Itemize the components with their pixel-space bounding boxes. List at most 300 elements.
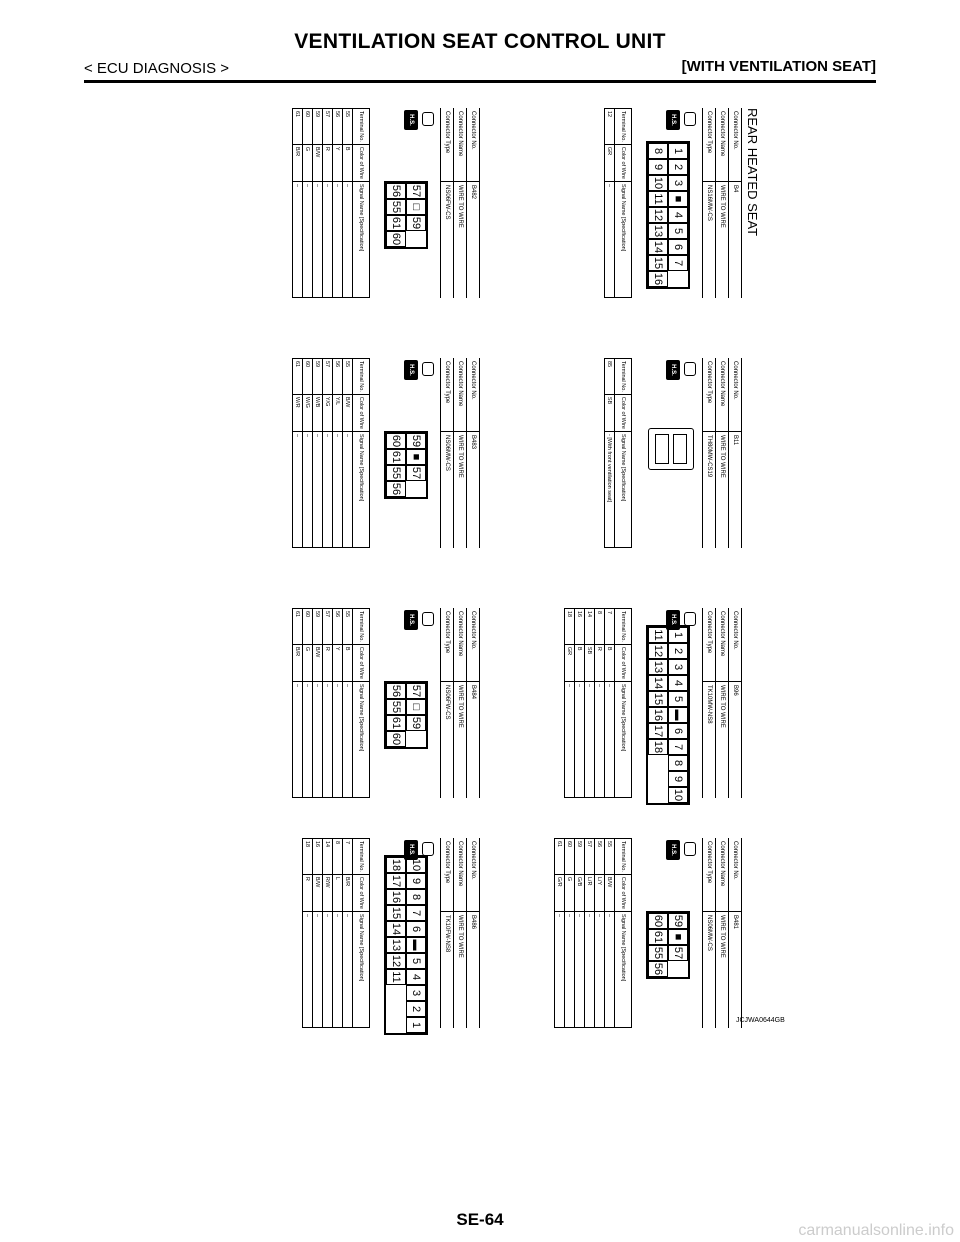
info-value: NS06MW-CS — [706, 915, 712, 951]
terminal-no: 8 — [333, 839, 343, 875]
column-header: Signal Name [Specification] — [353, 181, 370, 297]
terminal-table-header — [615, 609, 632, 798]
connector-face-icon — [422, 612, 434, 626]
connector-pin: 7 — [668, 739, 688, 755]
table-row — [605, 359, 615, 548]
info-value: NS06MW-CS — [444, 435, 450, 471]
connector-pin: 57 — [406, 683, 426, 699]
connector-pin: 16 — [648, 707, 668, 723]
connector-info — [702, 358, 742, 548]
terminal-table — [292, 108, 370, 298]
table-row — [293, 109, 303, 298]
connector-pin: 57 — [668, 945, 688, 961]
connector-info-row — [440, 608, 453, 798]
wire-color: G — [565, 874, 575, 911]
table-row — [303, 109, 313, 298]
terminal-no: 60 — [303, 109, 313, 145]
signal-name: – — [313, 181, 323, 297]
terminal-no: 57 — [323, 109, 333, 145]
connector-face-icon — [422, 112, 434, 126]
wire-color: R — [323, 144, 333, 181]
hs-badge: H.S. — [404, 610, 418, 630]
signal-name: - [With front ventilation seat] — [605, 431, 615, 547]
connector-pin: 3 — [406, 985, 426, 1001]
connector-pin: 59 — [406, 215, 426, 231]
terminal-no: 16 — [313, 839, 323, 875]
info-key: Connector Name — [454, 108, 466, 182]
page-number: SE-64 — [456, 1210, 504, 1229]
connector-pin: 55 — [386, 699, 406, 715]
wire-color: R — [303, 874, 313, 911]
connector-pin: 2 — [668, 159, 688, 175]
signal-name: – — [585, 911, 595, 1027]
connector-pin: 55 — [386, 199, 406, 215]
connector-pin: 2 — [406, 1001, 426, 1017]
info-value: B96 — [732, 685, 738, 696]
connector-pin: 60 — [386, 731, 406, 747]
signal-name: – — [313, 681, 323, 797]
connector-pin: 6 — [668, 723, 688, 739]
connector-pin: 5 — [668, 691, 688, 707]
wire-color: G — [303, 144, 313, 181]
terminal-table — [292, 608, 370, 798]
signal-name: – — [343, 181, 353, 297]
wire-color: Y/L — [333, 394, 343, 431]
terminal-no: 57 — [323, 359, 333, 395]
info-key: Connector No. — [467, 358, 479, 432]
column-header: Terminal No. — [615, 109, 632, 145]
terminal-no: 60 — [565, 839, 575, 875]
signal-name: – — [605, 181, 615, 297]
connector-pin: 56 — [386, 683, 406, 699]
connector-pin: ■ — [668, 191, 688, 207]
figure-code: JCJWA0644GB — [736, 1017, 785, 1024]
connector-pin: 61 — [386, 215, 406, 231]
info-value: WIRE TO WIRE — [719, 685, 725, 728]
signal-name: – — [333, 911, 343, 1027]
connector-face-icon — [684, 112, 696, 126]
info-value: B483 — [470, 435, 476, 450]
connector-pin: 5 — [406, 953, 426, 969]
connector-info — [702, 108, 742, 298]
wire-color: R — [595, 644, 605, 681]
table-row — [313, 359, 323, 548]
connector-pin: 14 — [386, 921, 406, 937]
connector-pin: ▬ — [668, 707, 688, 723]
wire-color: B — [575, 644, 585, 681]
signal-name: – — [313, 431, 323, 547]
info-key: Connector Name — [716, 608, 728, 682]
column-header: Color of Wire — [615, 394, 632, 431]
wire-color: R — [323, 644, 333, 681]
connector-info-row — [440, 358, 453, 548]
connector-pin: 8 — [648, 143, 668, 159]
connector-pin: 55 — [648, 945, 668, 961]
terminal-no: 7 — [605, 609, 615, 645]
wire-color: L/Y — [595, 874, 605, 911]
pin-layout — [646, 625, 690, 805]
info-value: B486 — [470, 915, 476, 930]
info-value: WIRE TO WIRE — [457, 435, 463, 478]
column-header: Terminal No. — [615, 609, 632, 645]
info-value: WIRE TO WIRE — [719, 915, 725, 958]
connector-info — [440, 608, 480, 798]
wire-color: Y/G — [323, 394, 333, 431]
terminal-no: 57 — [585, 839, 595, 875]
signal-name: – — [595, 911, 605, 1027]
connector-info-row — [453, 608, 466, 798]
connector-info-row — [715, 358, 728, 548]
column-header: Color of Wire — [615, 644, 632, 681]
connector-face-icon — [684, 842, 696, 856]
signal-name: – — [323, 681, 333, 797]
connector-pin: 15 — [386, 905, 406, 921]
table-row — [293, 359, 303, 548]
terminal-table-header — [615, 109, 632, 298]
connector-pin: 56 — [386, 481, 406, 497]
info-key: Connector Type — [441, 358, 453, 432]
signal-name: – — [313, 911, 323, 1027]
table-row — [303, 359, 313, 548]
connector-pin: 7 — [668, 255, 688, 271]
connector-pin: 1 — [406, 1017, 426, 1033]
table-row — [555, 839, 565, 1028]
signal-name: – — [575, 911, 585, 1027]
connector-pin: □ — [406, 199, 426, 215]
column-header: Color of Wire — [353, 644, 370, 681]
connector-pin: 61 — [386, 715, 406, 731]
connector-pin: 59 — [406, 715, 426, 731]
info-key: Connector Name — [454, 608, 466, 682]
terminal-no: 57 — [323, 609, 333, 645]
connector-info-row — [702, 608, 715, 798]
connector-pin: 12 — [648, 643, 668, 659]
column-header: Signal Name [Specification] — [353, 431, 370, 547]
connector-info-row — [466, 108, 479, 298]
connector-pin: 61 — [386, 449, 406, 465]
terminal-no: 55 — [343, 609, 353, 645]
info-key: Connector Type — [441, 608, 453, 682]
terminal-no: 61 — [293, 609, 303, 645]
connector-info-row — [702, 358, 715, 548]
connector-info-row — [728, 838, 741, 1028]
info-key: Connector No. — [729, 108, 741, 182]
signal-name: – — [323, 431, 333, 547]
connector-pin: 8 — [668, 755, 688, 771]
wire-color: GR — [605, 144, 615, 181]
connector-info-row — [728, 358, 741, 548]
column-header: Color of Wire — [353, 144, 370, 181]
signal-name: – — [303, 911, 313, 1027]
info-key: Connector No. — [467, 608, 479, 682]
table-row — [293, 609, 303, 798]
column-header: Terminal No. — [353, 839, 370, 875]
wire-color: B/W — [313, 644, 323, 681]
signal-name: – — [293, 681, 303, 797]
table-row — [313, 839, 323, 1028]
signal-name: – — [293, 431, 303, 547]
connector-pin: 4 — [668, 675, 688, 691]
table-row — [585, 609, 595, 798]
hs-badge: H.S. — [666, 360, 680, 380]
hs-badge: H.S. — [404, 110, 418, 130]
connector-info-row — [715, 838, 728, 1028]
pin-layout — [384, 855, 428, 1035]
connector-pin: 16 — [386, 889, 406, 905]
connector-pin: 3 — [668, 659, 688, 675]
connector-pin: ▬ — [406, 937, 426, 953]
info-key: Connector No. — [729, 838, 741, 912]
connector-info-row — [440, 838, 453, 1028]
info-key: Connector Name — [716, 838, 728, 912]
signal-name: – — [343, 431, 353, 547]
connector-pin: 60 — [386, 231, 406, 247]
terminal-table-header — [615, 839, 632, 1028]
table-row — [605, 109, 615, 298]
info-value: WIRE TO WIRE — [457, 685, 463, 728]
wire-color: SB — [605, 394, 615, 431]
terminal-no: 60 — [303, 609, 313, 645]
wire-color: L/R — [585, 874, 595, 911]
connector-pin: 59 — [668, 913, 688, 929]
connector-info-row — [728, 108, 741, 298]
signal-name: – — [333, 181, 343, 297]
connector-pin: 61 — [648, 929, 668, 945]
connector-pin: 13 — [386, 937, 406, 953]
connector-pin: 16 — [648, 271, 668, 287]
table-row — [323, 839, 333, 1028]
info-key: Connector Type — [441, 838, 453, 912]
connector-pin: 7 — [406, 905, 426, 921]
wire-color: R/W — [323, 874, 333, 911]
info-key: Connector Type — [441, 108, 453, 182]
connector-pin: 11 — [648, 627, 668, 643]
table-row — [565, 609, 575, 798]
column-header: Terminal No. — [353, 109, 370, 145]
signal-name: – — [333, 431, 343, 547]
wire-color: B — [343, 144, 353, 181]
hs-badge: H.S. — [666, 840, 680, 860]
connector-info-row — [715, 108, 728, 298]
connector-pin: 11 — [386, 969, 406, 985]
table-row — [323, 109, 333, 298]
terminal-no: 61 — [293, 359, 303, 395]
column-header: Color of Wire — [615, 874, 632, 911]
info-value: WIRE TO WIRE — [457, 915, 463, 958]
connector-face-icon — [684, 612, 696, 626]
wire-color: B/R — [293, 144, 303, 181]
pin-layout — [646, 141, 690, 289]
connector-pin: 2 — [668, 643, 688, 659]
signal-name: – — [333, 681, 343, 797]
wire-color: G/R — [555, 874, 565, 911]
table-row — [343, 359, 353, 548]
terminal-table-header — [353, 609, 370, 798]
table-row — [303, 609, 313, 798]
table-row — [333, 359, 343, 548]
table-row — [595, 839, 605, 1028]
connector-pin: 3 — [668, 175, 688, 191]
terminal-table — [604, 108, 632, 298]
table-row — [333, 839, 343, 1028]
signal-name: – — [323, 911, 333, 1027]
connector-info — [440, 108, 480, 298]
info-value: B481 — [732, 915, 738, 930]
column-header: Color of Wire — [353, 394, 370, 431]
table-row — [575, 839, 585, 1028]
connector-info — [702, 608, 742, 798]
connector-info-row — [440, 108, 453, 298]
hs-badge: H.S. — [404, 840, 418, 860]
signal-name: – — [303, 681, 313, 797]
connector-pin: 14 — [648, 239, 668, 255]
table-row — [333, 109, 343, 298]
terminal-no: 56 — [333, 359, 343, 395]
header-rule — [84, 80, 876, 83]
pin-layout — [384, 431, 428, 499]
terminal-no: 18 — [303, 839, 313, 875]
diagram-title: REAR HEATED SEAT — [745, 108, 760, 237]
terminal-no: 85 — [605, 359, 615, 395]
connector-pin: 59 — [406, 433, 426, 449]
info-key: Connector Name — [716, 358, 728, 432]
info-key: Connector No. — [467, 108, 479, 182]
table-row — [595, 609, 605, 798]
table-row — [323, 609, 333, 798]
hs-badge: H.S. — [666, 610, 680, 630]
connector-pin: 9 — [648, 159, 668, 175]
wire-color: SB — [585, 644, 595, 681]
terminal-table — [292, 358, 370, 548]
info-key: Connector Type — [703, 838, 715, 912]
wire-color: B/R — [293, 644, 303, 681]
column-header: Signal Name [Specification] — [353, 681, 370, 797]
terminal-no: 59 — [313, 109, 323, 145]
connector-pin: ■ — [668, 929, 688, 945]
column-header: Signal Name [Specification] — [615, 681, 632, 797]
wire-color: B — [343, 644, 353, 681]
terminal-no: 59 — [313, 359, 323, 395]
wire-color: B/W — [343, 394, 353, 431]
terminal-no: 56 — [333, 609, 343, 645]
info-value: TH80MW-CS19 — [706, 435, 712, 478]
connector-info-row — [466, 838, 479, 1028]
info-key: Connector No. — [467, 838, 479, 912]
wire-color: B/R — [343, 874, 353, 911]
connector-pin: 6 — [406, 921, 426, 937]
terminal-no: 14 — [323, 839, 333, 875]
wire-color: L — [333, 874, 343, 911]
terminal-table-header — [353, 109, 370, 298]
signal-name: – — [343, 911, 353, 1027]
table-row — [605, 839, 615, 1028]
connector-info — [440, 358, 480, 548]
column-header: Terminal No. — [615, 359, 632, 395]
info-value: WIRE TO WIRE — [719, 185, 725, 228]
site-watermark: carmanualsonline.info — [798, 1222, 954, 1239]
wire-color: B — [605, 644, 615, 681]
signal-name: – — [303, 431, 313, 547]
connector-pin: 17 — [386, 873, 406, 889]
signal-name: – — [303, 181, 313, 297]
connector-pin: 18 — [648, 739, 668, 755]
terminal-no: 55 — [343, 359, 353, 395]
connector-info-row — [728, 608, 741, 798]
terminal-no: 7 — [343, 839, 353, 875]
terminal-no: 55 — [605, 839, 615, 875]
connector-pin: 12 — [648, 207, 668, 223]
terminal-table-header — [353, 839, 370, 1028]
terminal-no: 12 — [605, 109, 615, 145]
connector-pin: 56 — [386, 183, 406, 199]
table-row — [343, 609, 353, 798]
terminal-table — [554, 838, 632, 1028]
pin-layout — [384, 181, 428, 249]
info-key: Connector Name — [716, 108, 728, 182]
table-row — [343, 109, 353, 298]
info-key: Connector Type — [703, 608, 715, 682]
wire-color: Y — [333, 644, 343, 681]
table-row — [313, 109, 323, 298]
connector-pin: 17 — [648, 723, 668, 739]
hs-badge: H.S. — [404, 360, 418, 380]
column-header: Signal Name [Specification] — [615, 181, 632, 297]
signal-name: – — [585, 681, 595, 797]
terminal-table-header — [615, 359, 632, 548]
connector-pin: 18 — [386, 857, 406, 873]
signal-name: – — [323, 181, 333, 297]
connector-pin: 57 — [406, 465, 426, 481]
connector-pin: 60 — [648, 913, 668, 929]
connector-pin: 10 — [648, 175, 668, 191]
connector-pin: 8 — [406, 889, 426, 905]
table-row — [343, 839, 353, 1028]
signal-name: – — [595, 681, 605, 797]
wire-color: W/R — [293, 394, 303, 431]
table-row — [323, 359, 333, 548]
hs-badge: H.S. — [666, 110, 680, 130]
variant-label: [WITH VENTILATION SEAT] — [681, 58, 876, 75]
terminal-no: 14 — [585, 609, 595, 645]
connector-pin: 10 — [668, 787, 688, 803]
connector-pin: 13 — [648, 223, 668, 239]
connector-pin: 14 — [648, 675, 668, 691]
connector-face-icon — [422, 362, 434, 376]
connector-pin: 55 — [386, 465, 406, 481]
connector-face-icon — [422, 842, 434, 856]
wire-color: Y — [333, 144, 343, 181]
signal-name: – — [575, 681, 585, 797]
wire-color: B/W — [313, 874, 323, 911]
terminal-table — [564, 608, 632, 798]
signal-name: – — [555, 911, 565, 1027]
connector-pin: 56 — [648, 961, 668, 977]
connector-pin: □ — [406, 699, 426, 715]
wire-color: B/W — [605, 874, 615, 911]
connector-pin: 13 — [648, 659, 668, 675]
info-value: TK10FW-NS8 — [444, 915, 450, 953]
info-key: Connector No. — [729, 358, 741, 432]
connector-pin: 4 — [668, 207, 688, 223]
column-header: Signal Name [Specification] — [615, 911, 632, 1027]
connector-info — [440, 838, 480, 1028]
connector-pin: 11 — [648, 191, 668, 207]
info-value: NS16MW-CS — [706, 185, 712, 221]
info-value: TK10MW-NS8 — [706, 685, 712, 724]
info-key: Connector Type — [703, 108, 715, 182]
connector-info-row — [466, 358, 479, 548]
signal-name: – — [293, 181, 303, 297]
